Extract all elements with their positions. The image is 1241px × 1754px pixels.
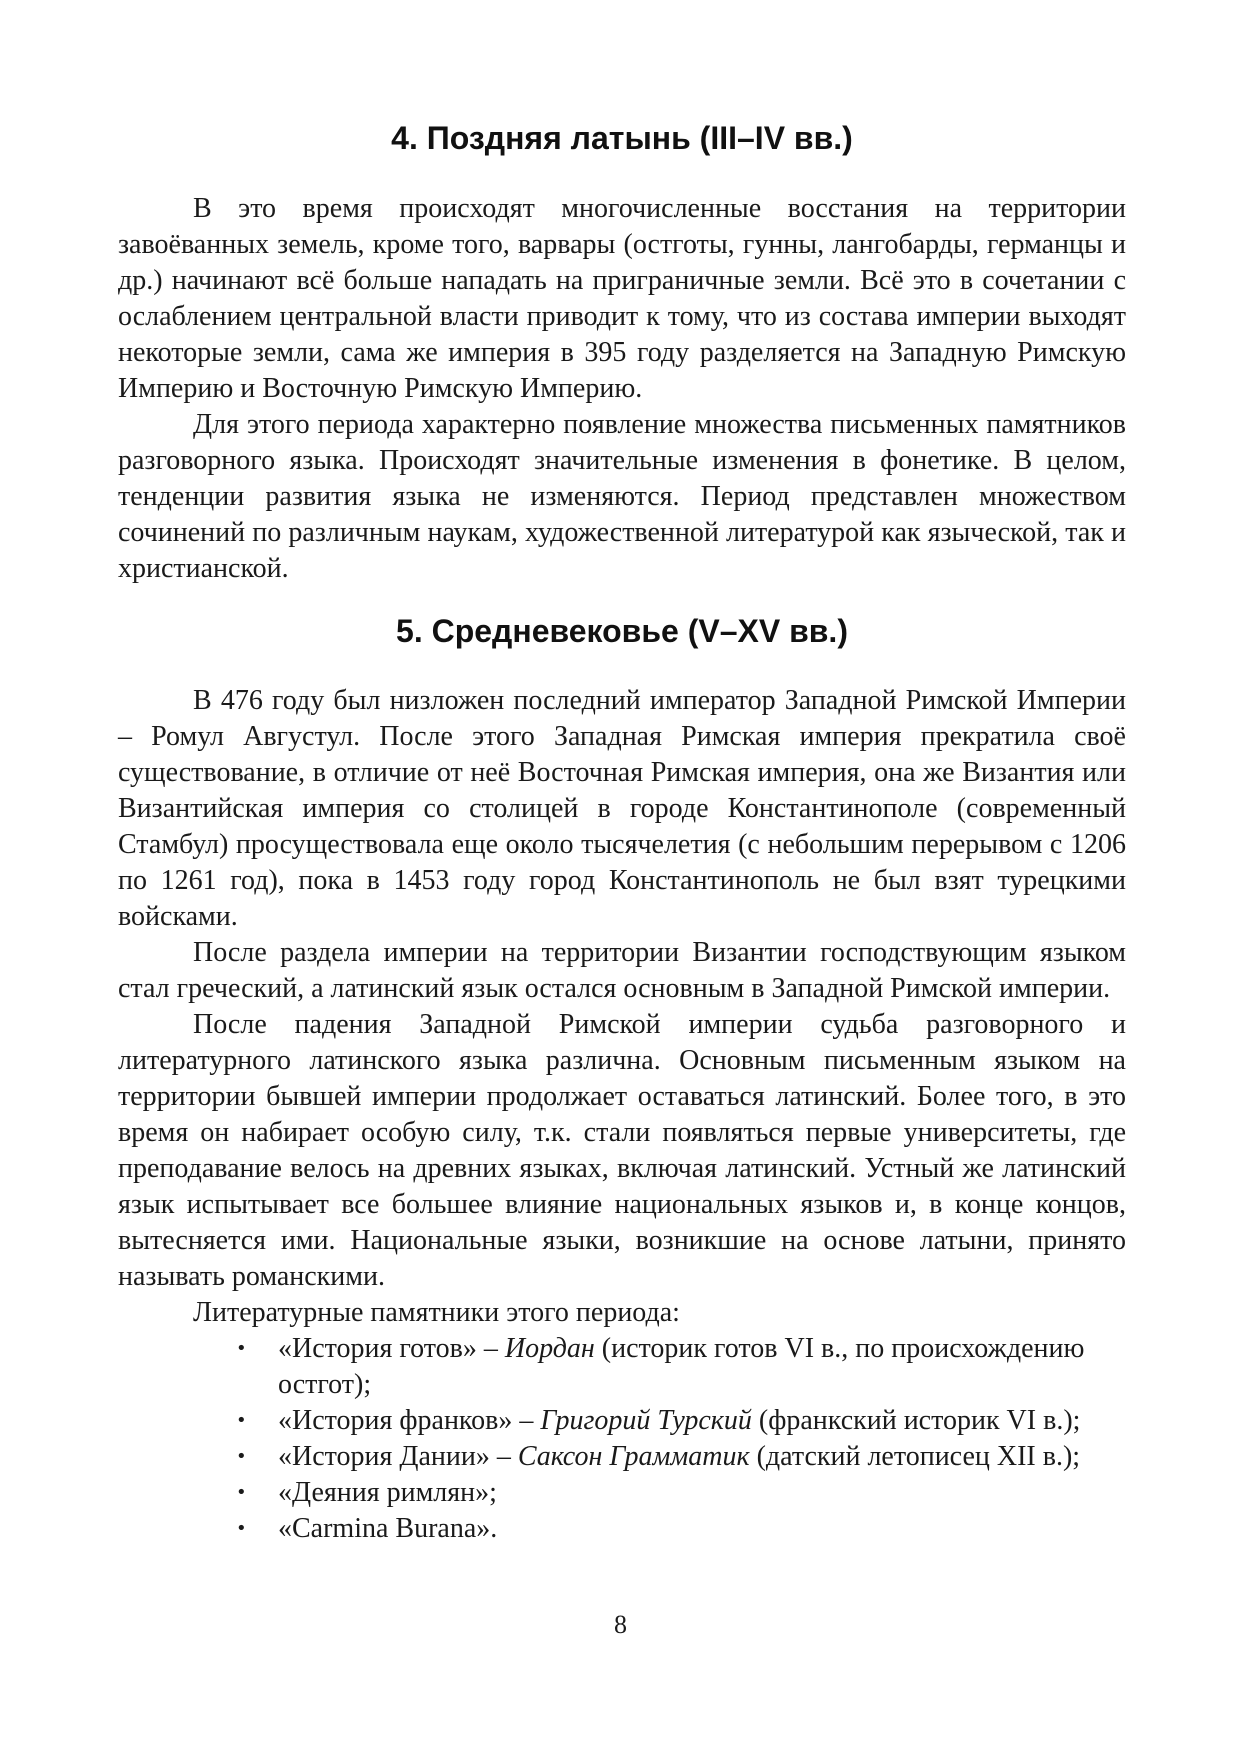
work-note: (историк готов VI в., по происхождению остгот); xyxy=(278,1333,1085,1400)
work-author: Григорий Турский xyxy=(540,1405,752,1436)
bullet-icon: • xyxy=(236,1518,247,1539)
section-4-paragraph-1: В это время происходят многочисленные восстания на территории завоёванных земель, кроме того, варвары (остготы, гунны, лангобарды, германцы и др.) начинают всё больше нападать на приграничные земли. Всё это в сочетании с ослаблением центральной власти приводит к тому, что из состава империи выходят некоторые земли, сама же империя в 395 году разделяется на Западную Римскую Империю и Восточную Римскую Империю. xyxy=(118,193,1126,404)
document-page xyxy=(118,0,1126,1547)
list-item xyxy=(118,1439,1126,1475)
separator: – xyxy=(476,1333,505,1364)
list-item xyxy=(118,1475,1126,1511)
bullet-icon: • xyxy=(236,1482,247,1503)
bullet-icon: • xyxy=(236,1338,247,1359)
section-5-paragraph-3: После падения Западной Римской империи судьба разговорного и литературного латинского языка различна. Основным письменным языком на территории бывшей империи продолжает оставаться латинский. Более того, в это время он набирает особую силу, т.к. стали появляться первые университеты, где преподавание велось на древних языках, включая латинский. Устный же латинский язык испытывает все большее влияние национальных языков и, в конце концов, вытесняется ими. Национальные языки, возникшие на основе латыни, принято называть романскими. xyxy=(118,1009,1126,1292)
bullet-icon: • xyxy=(236,1446,247,1467)
bullet-icon: • xyxy=(236,1410,247,1431)
literary-monuments-list xyxy=(118,1331,1126,1547)
work-author: Саксон Грамматик xyxy=(517,1441,750,1472)
work-author: Иордан xyxy=(504,1333,595,1364)
section-5-heading: 5. Средневековье (V–XV вв.) xyxy=(396,613,848,649)
separator: – xyxy=(489,1441,518,1472)
list-item xyxy=(118,1511,1126,1547)
work-title: «История готов» xyxy=(278,1333,477,1364)
section-5-paragraph-1: В 476 году был низложен последний император Западной Римской Империи – Ромул Августул. После этого Западная Римская империя прекратила своё существование, в отличие от неё Восточная Римская империя, она же Византия или Византийская империя со столицей в городе Константинополе (современный Стамбул) просуществовала еще около тысячелетия (с небольшим перерывом с 1206 по 1261 год), пока в 1453 году город Константинополь не был взят турецкими войсками. xyxy=(118,685,1126,932)
list-item xyxy=(118,1331,1126,1403)
page-number: 8 xyxy=(614,1610,627,1639)
work-title: «Деяния римлян»; xyxy=(278,1477,497,1508)
section-5-list-intro: Литературные памятники этого периода: xyxy=(193,1297,680,1328)
work-title: «Carmina Burana». xyxy=(278,1513,498,1544)
list-item xyxy=(118,1403,1126,1439)
work-note: (датский летописец XII в.); xyxy=(749,1441,1081,1472)
work-note: (франкский историк VI в.); xyxy=(751,1405,1081,1436)
section-4-heading: 4. Поздняя латынь (III–IV вв.) xyxy=(391,120,853,156)
separator: – xyxy=(512,1405,541,1436)
section-5-paragraph-2: После раздела империи на территории Византии господствующим языком стал греческий, а латинский язык остался основным в Западной Римской империи. xyxy=(118,937,1126,1004)
section-4-paragraph-2: Для этого периода характерно появление множества письменных памятников разговорного языка. Происходят значительные изменения в фонетике. В целом, тенденции развития языка не изменяются. Период представлен множеством сочинений по различным наукам, художественной литературой как языческой, так и христианской. xyxy=(118,409,1126,584)
work-title: «История Дании» xyxy=(278,1441,490,1472)
work-title: «История франков» xyxy=(278,1405,513,1436)
